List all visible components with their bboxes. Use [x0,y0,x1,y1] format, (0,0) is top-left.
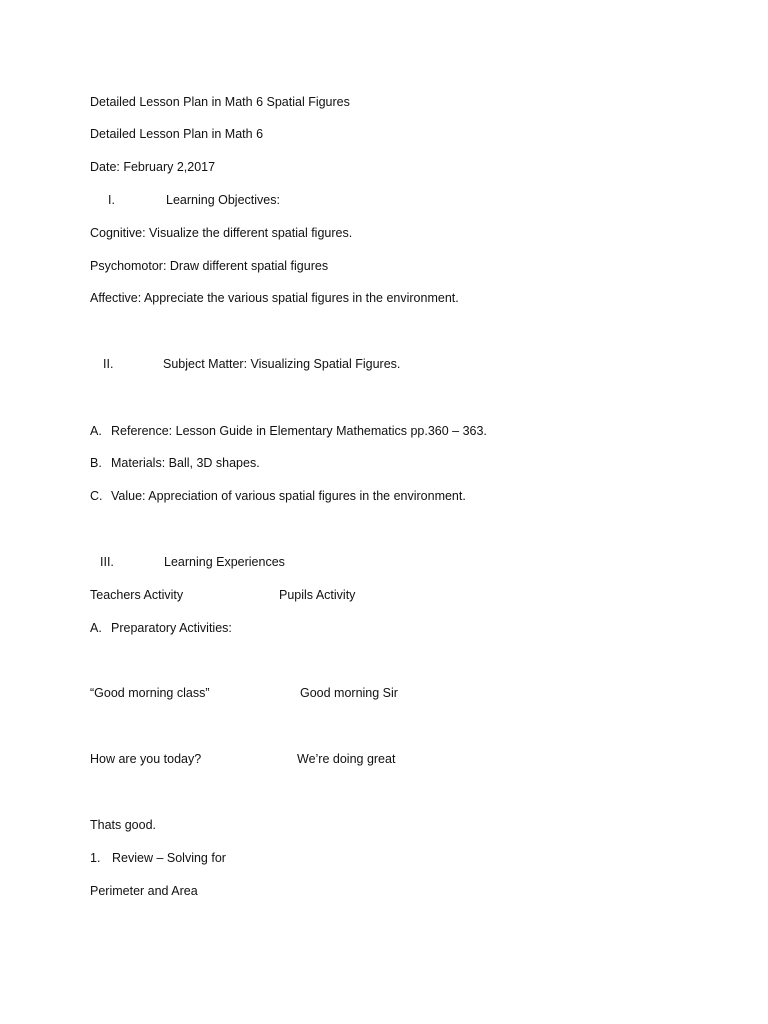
objective-psychomotor: Psychomotor: Draw different spatial figures [90,259,329,273]
teacher-closing: Thats good. [90,818,157,832]
objective-affective: Affective: Appreciate the various spatial figures in the environment. [90,291,459,305]
list-letter: C. [90,489,103,503]
list-letter: B. [90,456,102,470]
subject-item-value: Value: Appreciation of various spatial figures in the environment. [111,489,466,503]
section-numeral-ii: II. [103,357,114,371]
pupils-response: We’re doing great [297,752,396,766]
objective-cognitive: Cognitive: Visualize the different spatial figures. [90,226,353,240]
list-number: 1. [90,851,101,865]
pupils-greeting: Good morning Sir [300,686,398,700]
subject-item-materials: Materials: Ball, 3D shapes. [111,456,260,470]
document-title: Detailed Lesson Plan in Math 6 Spatial Figures [90,95,350,109]
review-continued: Perimeter and Area [90,884,198,898]
pupils-activity-header: Pupils Activity [279,588,356,602]
section-numeral-i: I. [108,193,115,207]
preparatory-activities-heading: Preparatory Activities: [111,621,232,635]
teacher-question: How are you today? [90,752,202,766]
section-heading-objectives: Learning Objectives: [166,193,280,207]
teacher-greeting: “Good morning class” [90,686,210,700]
lesson-date: Date: February 2,2017 [90,160,216,174]
subject-item-reference: Reference: Lesson Guide in Elementary Mathematics pp.360 – 363. [111,424,487,438]
list-letter: A. [90,424,102,438]
document-subtitle: Detailed Lesson Plan in Math 6 [90,127,264,141]
teacher-activity-header: Teachers Activity [90,588,184,602]
section-heading-learning-experiences: Learning Experiences [164,555,285,569]
section-heading-subject-matter: Subject Matter: Visualizing Spatial Figures. [163,357,401,371]
list-letter: A. [90,621,102,635]
section-numeral-iii: III. [100,555,114,569]
review-item: Review – Solving for [112,851,226,865]
